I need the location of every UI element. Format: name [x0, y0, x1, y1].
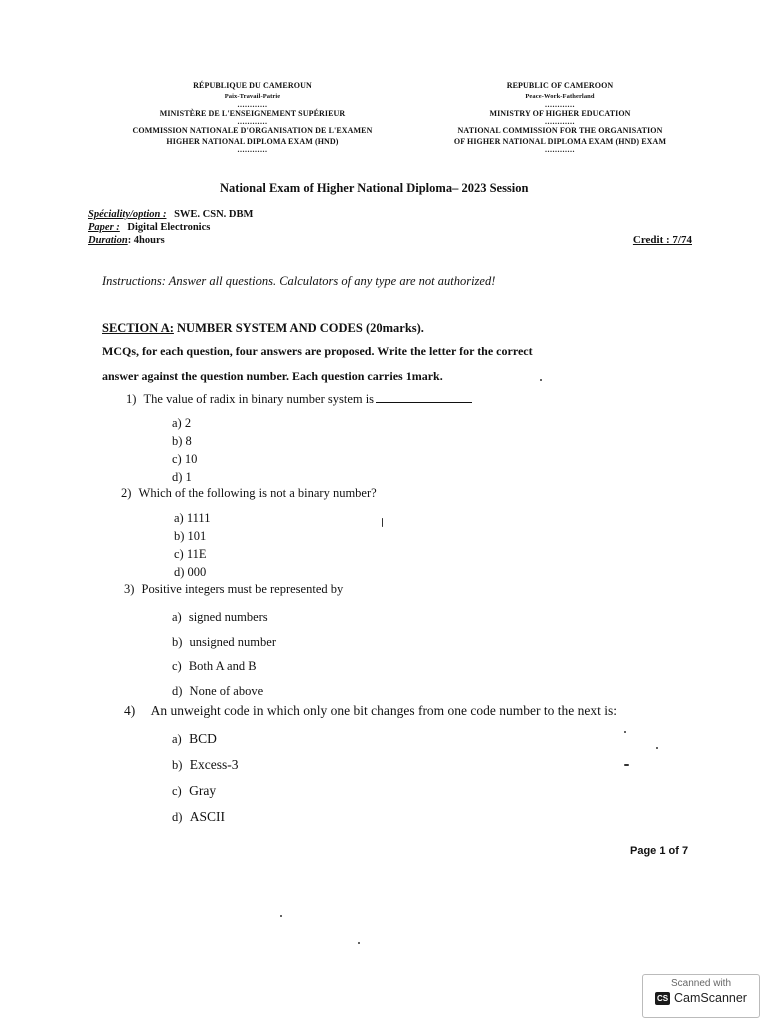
option-text: Both A and B: [188, 659, 257, 673]
watermark-brand: [643, 991, 759, 1005]
option-letter: a): [172, 732, 182, 746]
option-d: [172, 679, 276, 704]
option-text: 000: [187, 565, 207, 579]
option-letter: d): [172, 683, 183, 698]
duration-value: : 4hours: [127, 235, 165, 246]
exam-meta: [88, 208, 698, 247]
option-text: Excess-3: [189, 757, 239, 772]
option-text: None of above: [189, 683, 264, 698]
duration-row: [88, 234, 698, 247]
watermark-caption: Scanned with: [670, 978, 732, 989]
question-number: 1): [126, 392, 137, 406]
option-text: ASCII: [189, 809, 226, 824]
scan-speck: [656, 747, 658, 749]
option-b: [174, 527, 210, 545]
header-right-separator: ............: [545, 145, 575, 154]
exam-title: National Exam of Higher National Diploma– 2023 Session: [220, 181, 529, 195]
speciality-label: Spéciality/option :: [88, 209, 167, 220]
mcq-instructions: [102, 339, 662, 389]
header-left-exam: HIGHER NATIONAL DIPLOMA EXAM (HND): [166, 137, 339, 146]
option-text: 101: [187, 529, 207, 543]
credit: Credit : 7/74: [632, 234, 692, 246]
header-right-separator: ............: [545, 117, 575, 126]
header-right-separator: ............: [545, 100, 575, 109]
header-left-motto: Paix-Travail-Patrie: [224, 93, 281, 100]
question-text: Which of the following is not a binary number?: [138, 486, 377, 500]
speciality-row: [88, 208, 698, 221]
option-letter: d): [172, 470, 183, 484]
option-letter: a): [174, 511, 184, 525]
question-number: 2): [121, 486, 132, 500]
option-text: 11E: [186, 547, 207, 561]
option-list: [172, 414, 197, 486]
option-a: [172, 605, 276, 630]
paper-label: Paper :: [88, 222, 120, 233]
question-1: [126, 392, 472, 407]
question-text: The value of radix in binary number system is: [143, 392, 375, 406]
option-d: [172, 468, 197, 486]
question-text: An unweight code in which only one bit changes from one code number to the next is:: [150, 703, 618, 718]
option-letter: b): [172, 434, 183, 448]
option-text: BCD: [189, 731, 217, 746]
option-text: unsigned number: [189, 634, 276, 649]
option-d: [174, 563, 210, 581]
header-right-country: REPUBLIC OF CAMEROON: [506, 81, 614, 90]
header-right: [415, 80, 705, 153]
option-c: [172, 654, 276, 679]
option-letter: c): [174, 547, 184, 561]
option-text: 2: [184, 416, 192, 430]
option-text: 8: [185, 434, 192, 448]
option-c: [174, 545, 210, 563]
question-number: 3): [124, 582, 135, 596]
question-3: [124, 582, 343, 597]
option-text: 1: [185, 470, 192, 484]
instructions: Instructions: Answer all questions. Calculators of any type are not authorized!: [102, 274, 496, 288]
question-text: Positive integers must be represented by: [141, 582, 344, 596]
option-letter: a): [172, 610, 182, 624]
watermark-name: CamScanner: [674, 991, 747, 1005]
scan-speck: [624, 731, 626, 733]
camscanner-watermark: [642, 974, 760, 1018]
question-4: [124, 703, 617, 719]
question-number: 4): [124, 703, 136, 718]
header-left-separator: ............: [237, 145, 268, 154]
option-c: [172, 778, 239, 804]
option-text: signed numbers: [188, 610, 268, 624]
option-list: [174, 509, 210, 581]
header-left-commission: COMMISSION NATIONALE D'ORGANISATION DE L'EXAMEN: [132, 126, 373, 135]
option-b: [172, 752, 239, 778]
option-b: [172, 630, 276, 655]
header-left-ministry: MINISTÈRE DE L'ENSEIGNEMENT SUPÉRIEUR: [159, 109, 346, 118]
speciality-value: SWE. CSN. DBM: [174, 209, 254, 220]
duration-label: Duration: [88, 235, 128, 246]
header-left: [100, 80, 405, 153]
answer-blank: [376, 401, 472, 403]
header-left-separator: ............: [237, 117, 268, 126]
scan-speck: [358, 942, 360, 944]
option-a: [172, 414, 197, 432]
option-letter: c): [172, 784, 182, 798]
option-letter: b): [172, 634, 183, 649]
mcq-line-2: answer against the question number. Each question carries 1mark.: [102, 369, 443, 383]
section-heading: [102, 321, 424, 336]
option-letter: c): [172, 659, 182, 673]
scan-speck: [382, 518, 383, 527]
option-letter: b): [172, 758, 183, 772]
header-right-commission: NATIONAL COMMISSION FOR THE ORGANISATION: [457, 126, 663, 135]
option-b: [172, 432, 197, 450]
scan-speck: [280, 915, 282, 917]
page-number: Page 1 of 7: [630, 845, 689, 857]
section-label: SECTION A:: [102, 321, 174, 335]
option-a: [174, 509, 210, 527]
question-2: [121, 486, 377, 501]
header-right-ministry: MINISTRY OF HIGHER EDUCATION: [489, 109, 631, 118]
scan-speck: [624, 764, 629, 766]
option-letter: d): [174, 565, 185, 579]
paper-row: [88, 221, 698, 234]
option-text: Gray: [189, 783, 217, 798]
header-left-country: RÉPUBLIQUE DU CAMEROUN: [193, 81, 312, 90]
option-text: 10: [184, 452, 198, 466]
header-right-motto: Peace-Work-Fatherland: [525, 93, 595, 100]
option-letter: a): [172, 416, 182, 430]
option-text: 1111: [186, 511, 211, 525]
header-left-separator: ............: [237, 100, 268, 109]
option-letter: b): [174, 529, 185, 543]
option-d: [172, 804, 239, 830]
camscanner-logo-icon: CS: [656, 993, 669, 1003]
option-c: [172, 450, 197, 468]
section-title: NUMBER SYSTEM AND CODES (20marks).: [173, 321, 424, 335]
option-list: [172, 605, 276, 703]
option-letter: c): [172, 452, 182, 466]
option-list: [172, 726, 239, 830]
header-right-exam: OF HIGHER NATIONAL DIPLOMA EXAM (HND) EXAM: [453, 137, 667, 146]
paper-value: Digital Electronics: [127, 222, 211, 233]
mcq-line-1: MCQs, for each question, four answers are proposed. Write the letter for the correct: [102, 344, 533, 358]
option-letter: d): [172, 810, 183, 824]
option-a: [172, 726, 239, 752]
scan-speck: [540, 379, 542, 381]
